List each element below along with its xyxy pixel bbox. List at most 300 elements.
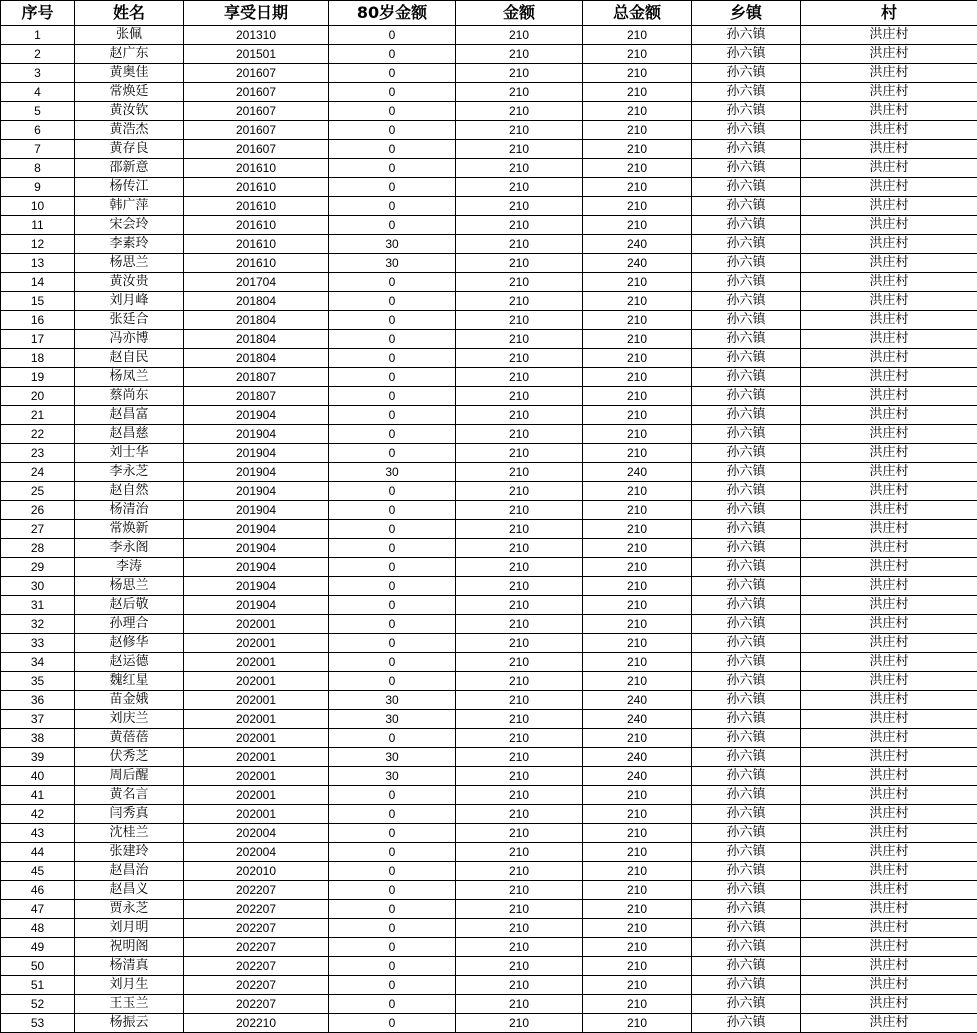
cell-index: 44: [1, 843, 75, 862]
cell-village: 洪庄村: [801, 653, 977, 672]
table-row: [1, 729, 977, 748]
table-row: [1, 919, 977, 938]
cell-total-amount: 210: [583, 178, 692, 197]
cell-age80-amount: 0: [329, 919, 456, 938]
cell-township: 孙六镇: [692, 710, 801, 729]
cell-township: 孙六镇: [692, 178, 801, 197]
cell-total-amount: 210: [583, 672, 692, 691]
cell-total-amount: 210: [583, 995, 692, 1014]
cell-name: 邵新意: [75, 159, 184, 178]
cell-age80-amount: 0: [329, 311, 456, 330]
cell-index: 41: [1, 786, 75, 805]
cell-village: 洪庄村: [801, 786, 977, 805]
cell-index: 27: [1, 520, 75, 539]
cell-start-date: 201904: [184, 482, 329, 501]
cell-amount: 210: [456, 824, 583, 843]
cell-township: 孙六镇: [692, 64, 801, 83]
cell-total-amount: 210: [583, 330, 692, 349]
cell-total-amount: 210: [583, 976, 692, 995]
cell-start-date: 202207: [184, 900, 329, 919]
cell-start-date: 202207: [184, 976, 329, 995]
cell-start-date: 201607: [184, 64, 329, 83]
cell-age80-amount: 0: [329, 387, 456, 406]
cell-village: 洪庄村: [801, 26, 977, 45]
cell-village: 洪庄村: [801, 83, 977, 102]
cell-amount: 210: [456, 425, 583, 444]
table-row: [1, 45, 977, 64]
cell-age80-amount: 0: [329, 292, 456, 311]
cell-amount: 210: [456, 387, 583, 406]
table-row: [1, 349, 977, 368]
cell-name: 刘庆兰: [75, 710, 184, 729]
cell-start-date: 202001: [184, 767, 329, 786]
cell-start-date: 202004: [184, 843, 329, 862]
cell-age80-amount: 0: [329, 900, 456, 919]
cell-index: 15: [1, 292, 75, 311]
cell-name: 黄奥佳: [75, 64, 184, 83]
table-row: [1, 767, 977, 786]
cell-total-amount: 210: [583, 121, 692, 140]
cell-township: 孙六镇: [692, 615, 801, 634]
cell-township: 孙六镇: [692, 577, 801, 596]
cell-start-date: 202001: [184, 691, 329, 710]
cell-index: 30: [1, 577, 75, 596]
cell-township: 孙六镇: [692, 786, 801, 805]
cell-township: 孙六镇: [692, 691, 801, 710]
cell-village: 洪庄村: [801, 710, 977, 729]
cell-village: 洪庄村: [801, 216, 977, 235]
table-row: [1, 672, 977, 691]
cell-village: 洪庄村: [801, 615, 977, 634]
cell-total-amount: 240: [583, 748, 692, 767]
cell-village: 洪庄村: [801, 843, 977, 862]
cell-village: 洪庄村: [801, 1014, 977, 1033]
cell-amount: 210: [456, 710, 583, 729]
cell-amount: 210: [456, 140, 583, 159]
cell-village: 洪庄村: [801, 140, 977, 159]
cell-start-date: 201904: [184, 577, 329, 596]
table-row: [1, 444, 977, 463]
cell-village: 洪庄村: [801, 273, 977, 292]
cell-name: 赵昌富: [75, 406, 184, 425]
cell-amount: 210: [456, 539, 583, 558]
cell-village: 洪庄村: [801, 159, 977, 178]
cell-township: 孙六镇: [692, 672, 801, 691]
cell-start-date: 201610: [184, 178, 329, 197]
cell-township: 孙六镇: [692, 862, 801, 881]
table-row: [1, 748, 977, 767]
cell-village: 洪庄村: [801, 558, 977, 577]
cell-name: 黄汝钦: [75, 102, 184, 121]
cell-name: 祝明阁: [75, 938, 184, 957]
cell-index: 25: [1, 482, 75, 501]
cell-age80-amount: 30: [329, 691, 456, 710]
table-row: [1, 292, 977, 311]
cell-village: 洪庄村: [801, 862, 977, 881]
cell-village: 洪庄村: [801, 691, 977, 710]
cell-total-amount: 240: [583, 463, 692, 482]
cell-name: 黄名言: [75, 786, 184, 805]
cell-township: 孙六镇: [692, 444, 801, 463]
table-row: [1, 824, 977, 843]
cell-age80-amount: 0: [329, 349, 456, 368]
cell-start-date: 202001: [184, 710, 329, 729]
cell-amount: 210: [456, 634, 583, 653]
cell-start-date: 201904: [184, 539, 329, 558]
cell-age80-amount: 0: [329, 1014, 456, 1033]
cell-village: 洪庄村: [801, 919, 977, 938]
cell-index: 46: [1, 881, 75, 900]
cell-township: 孙六镇: [692, 216, 801, 235]
cell-start-date: 201904: [184, 463, 329, 482]
cell-age80-amount: 0: [329, 140, 456, 159]
cell-name: 伏秀芝: [75, 748, 184, 767]
cell-start-date: 202001: [184, 729, 329, 748]
cell-start-date: 201904: [184, 558, 329, 577]
table-header: [1, 1, 977, 26]
cell-age80-amount: 0: [329, 64, 456, 83]
cell-township: 孙六镇: [692, 102, 801, 121]
cell-name: 刘士华: [75, 444, 184, 463]
cell-start-date: 201610: [184, 197, 329, 216]
cell-start-date: 201904: [184, 501, 329, 520]
cell-start-date: 202207: [184, 995, 329, 1014]
cell-name: 杨思兰: [75, 254, 184, 273]
cell-amount: 210: [456, 349, 583, 368]
cell-name: 刘月明: [75, 919, 184, 938]
cell-index: 36: [1, 691, 75, 710]
table-row: [1, 938, 977, 957]
cell-name: 王玉兰: [75, 995, 184, 1014]
header-row: [1, 1, 977, 26]
cell-township: 孙六镇: [692, 463, 801, 482]
table-row: [1, 178, 977, 197]
cell-amount: 210: [456, 292, 583, 311]
cell-amount: 210: [456, 197, 583, 216]
cell-age80-amount: 0: [329, 976, 456, 995]
cell-age80-amount: 0: [329, 558, 456, 577]
cell-index: 37: [1, 710, 75, 729]
cell-total-amount: 240: [583, 710, 692, 729]
cell-start-date: 201804: [184, 330, 329, 349]
cell-village: 洪庄村: [801, 387, 977, 406]
cell-age80-amount: 0: [329, 330, 456, 349]
cell-township: 孙六镇: [692, 368, 801, 387]
table-row: [1, 862, 977, 881]
cell-amount: 210: [456, 121, 583, 140]
cell-index: 26: [1, 501, 75, 520]
cell-amount: 210: [456, 311, 583, 330]
cell-township: 孙六镇: [692, 425, 801, 444]
cell-amount: 210: [456, 178, 583, 197]
cell-township: 孙六镇: [692, 159, 801, 178]
cell-start-date: 201904: [184, 520, 329, 539]
cell-name: 刘月生: [75, 976, 184, 995]
cell-age80-amount: 0: [329, 520, 456, 539]
cell-village: 洪庄村: [801, 463, 977, 482]
cell-amount: 210: [456, 159, 583, 178]
cell-township: 孙六镇: [692, 83, 801, 102]
cell-village: 洪庄村: [801, 577, 977, 596]
cell-township: 孙六镇: [692, 653, 801, 672]
cell-township: 孙六镇: [692, 919, 801, 938]
cell-age80-amount: 0: [329, 805, 456, 824]
cell-index: 19: [1, 368, 75, 387]
cell-index: 35: [1, 672, 75, 691]
cell-index: 33: [1, 634, 75, 653]
cell-name: 赵昌慈: [75, 425, 184, 444]
cell-age80-amount: 0: [329, 577, 456, 596]
cell-age80-amount: 0: [329, 843, 456, 862]
cell-name: 杨振云: [75, 1014, 184, 1033]
cell-start-date: 201904: [184, 596, 329, 615]
cell-total-amount: 210: [583, 140, 692, 159]
cell-index: 50: [1, 957, 75, 976]
cell-name: 赵自然: [75, 482, 184, 501]
table-row: [1, 330, 977, 349]
table-row: [1, 64, 977, 83]
table-row: [1, 159, 977, 178]
table-row: [1, 995, 977, 1014]
cell-index: 47: [1, 900, 75, 919]
cell-age80-amount: 30: [329, 235, 456, 254]
cell-amount: 210: [456, 444, 583, 463]
cell-total-amount: 210: [583, 729, 692, 748]
column-header-village: 村: [801, 1, 977, 26]
cell-index: 40: [1, 767, 75, 786]
cell-index: 22: [1, 425, 75, 444]
cell-township: 孙六镇: [692, 292, 801, 311]
cell-age80-amount: 0: [329, 406, 456, 425]
cell-village: 洪庄村: [801, 672, 977, 691]
cell-start-date: 201804: [184, 349, 329, 368]
cell-village: 洪庄村: [801, 805, 977, 824]
cell-village: 洪庄村: [801, 824, 977, 843]
cell-start-date: 202001: [184, 615, 329, 634]
cell-amount: 210: [456, 843, 583, 862]
table-row: [1, 805, 977, 824]
cell-total-amount: 210: [583, 387, 692, 406]
cell-total-amount: 210: [583, 83, 692, 102]
cell-township: 孙六镇: [692, 1014, 801, 1033]
cell-village: 洪庄村: [801, 368, 977, 387]
cell-age80-amount: 0: [329, 957, 456, 976]
cell-name: 韩广萍: [75, 197, 184, 216]
cell-name: 张佩: [75, 26, 184, 45]
cell-township: 孙六镇: [692, 197, 801, 216]
cell-total-amount: 210: [583, 558, 692, 577]
cell-age80-amount: 30: [329, 748, 456, 767]
cell-village: 洪庄村: [801, 64, 977, 83]
cell-name: 杨清治: [75, 501, 184, 520]
cell-total-amount: 210: [583, 862, 692, 881]
cell-age80-amount: 0: [329, 672, 456, 691]
cell-age80-amount: 0: [329, 881, 456, 900]
cell-index: 13: [1, 254, 75, 273]
cell-total-amount: 210: [583, 159, 692, 178]
cell-township: 孙六镇: [692, 596, 801, 615]
cell-start-date: 201904: [184, 406, 329, 425]
cell-village: 洪庄村: [801, 349, 977, 368]
cell-total-amount: 210: [583, 843, 692, 862]
table-row: [1, 843, 977, 862]
cell-village: 洪庄村: [801, 197, 977, 216]
cell-index: 42: [1, 805, 75, 824]
table-row: [1, 83, 977, 102]
column-header-start-date: 享受日期: [184, 1, 329, 26]
table-row: [1, 482, 977, 501]
column-header-name: 姓名: [75, 1, 184, 26]
cell-index: 43: [1, 824, 75, 843]
cell-age80-amount: 0: [329, 197, 456, 216]
cell-amount: 210: [456, 368, 583, 387]
table-row: [1, 957, 977, 976]
cell-index: 39: [1, 748, 75, 767]
cell-name: 常焕廷: [75, 83, 184, 102]
cell-start-date: 201607: [184, 102, 329, 121]
cell-start-date: 201804: [184, 311, 329, 330]
table-row: [1, 710, 977, 729]
table-row: [1, 577, 977, 596]
cell-start-date: 201607: [184, 121, 329, 140]
cell-age80-amount: 0: [329, 786, 456, 805]
cell-village: 洪庄村: [801, 938, 977, 957]
cell-age80-amount: 0: [329, 216, 456, 235]
cell-amount: 210: [456, 330, 583, 349]
cell-amount: 210: [456, 235, 583, 254]
cell-start-date: 202207: [184, 919, 329, 938]
cell-total-amount: 210: [583, 520, 692, 539]
cell-index: 4: [1, 83, 75, 102]
cell-amount: 210: [456, 615, 583, 634]
cell-index: 12: [1, 235, 75, 254]
cell-age80-amount: 30: [329, 463, 456, 482]
cell-total-amount: 210: [583, 938, 692, 957]
cell-age80-amount: 0: [329, 178, 456, 197]
cell-index: 7: [1, 140, 75, 159]
cell-township: 孙六镇: [692, 824, 801, 843]
cell-village: 洪庄村: [801, 881, 977, 900]
table-row: [1, 634, 977, 653]
cell-amount: 210: [456, 805, 583, 824]
cell-amount: 210: [456, 577, 583, 596]
cell-total-amount: 210: [583, 273, 692, 292]
cell-total-amount: 210: [583, 425, 692, 444]
cell-township: 孙六镇: [692, 387, 801, 406]
cell-amount: 210: [456, 691, 583, 710]
cell-name: 苗金娥: [75, 691, 184, 710]
cell-village: 洪庄村: [801, 425, 977, 444]
table-row: [1, 235, 977, 254]
cell-name: 赵修华: [75, 634, 184, 653]
table-row: [1, 976, 977, 995]
cell-amount: 210: [456, 64, 583, 83]
cell-age80-amount: 0: [329, 83, 456, 102]
cell-village: 洪庄村: [801, 330, 977, 349]
cell-total-amount: 210: [583, 482, 692, 501]
cell-township: 孙六镇: [692, 482, 801, 501]
cell-village: 洪庄村: [801, 311, 977, 330]
cell-age80-amount: 30: [329, 767, 456, 786]
cell-age80-amount: 0: [329, 596, 456, 615]
cell-amount: 210: [456, 976, 583, 995]
cell-index: 51: [1, 976, 75, 995]
table-row: [1, 558, 977, 577]
cell-index: 23: [1, 444, 75, 463]
cell-index: 38: [1, 729, 75, 748]
cell-total-amount: 210: [583, 805, 692, 824]
cell-township: 孙六镇: [692, 767, 801, 786]
column-header-total-amount: 总金额: [583, 1, 692, 26]
cell-village: 洪庄村: [801, 178, 977, 197]
cell-age80-amount: 0: [329, 729, 456, 748]
cell-index: 29: [1, 558, 75, 577]
cell-age80-amount: 0: [329, 121, 456, 140]
cell-start-date: 201607: [184, 140, 329, 159]
cell-village: 洪庄村: [801, 406, 977, 425]
cell-village: 洪庄村: [801, 292, 977, 311]
cell-index: 5: [1, 102, 75, 121]
cell-start-date: 202010: [184, 862, 329, 881]
cell-total-amount: 210: [583, 957, 692, 976]
cell-name: 李素玲: [75, 235, 184, 254]
cell-total-amount: 210: [583, 216, 692, 235]
cell-index: 32: [1, 615, 75, 634]
cell-start-date: 202207: [184, 881, 329, 900]
cell-start-date: 202001: [184, 748, 329, 767]
cell-amount: 210: [456, 216, 583, 235]
cell-name: 刘月峰: [75, 292, 184, 311]
cell-village: 洪庄村: [801, 520, 977, 539]
cell-index: 6: [1, 121, 75, 140]
cell-village: 洪庄村: [801, 444, 977, 463]
cell-start-date: 201607: [184, 83, 329, 102]
cell-name: 赵昌治: [75, 862, 184, 881]
table-row: [1, 539, 977, 558]
cell-age80-amount: 0: [329, 425, 456, 444]
cell-age80-amount: 0: [329, 824, 456, 843]
cell-total-amount: 210: [583, 444, 692, 463]
cell-township: 孙六镇: [692, 311, 801, 330]
cell-township: 孙六镇: [692, 45, 801, 64]
table-row: [1, 900, 977, 919]
cell-age80-amount: 0: [329, 159, 456, 178]
cell-name: 魏红星: [75, 672, 184, 691]
cell-amount: 210: [456, 102, 583, 121]
cell-township: 孙六镇: [692, 121, 801, 140]
table-row: [1, 311, 977, 330]
cell-index: 17: [1, 330, 75, 349]
cell-village: 洪庄村: [801, 596, 977, 615]
cell-township: 孙六镇: [692, 729, 801, 748]
cell-amount: 210: [456, 748, 583, 767]
cell-start-date: 201610: [184, 216, 329, 235]
cell-total-amount: 210: [583, 1014, 692, 1033]
cell-amount: 210: [456, 501, 583, 520]
cell-amount: 210: [456, 596, 583, 615]
table-row: [1, 881, 977, 900]
cell-amount: 210: [456, 919, 583, 938]
cell-total-amount: 210: [583, 197, 692, 216]
cell-index: 11: [1, 216, 75, 235]
table-row: [1, 463, 977, 482]
cell-amount: 210: [456, 558, 583, 577]
cell-age80-amount: 0: [329, 501, 456, 520]
table-row: [1, 216, 977, 235]
cell-index: 10: [1, 197, 75, 216]
cell-village: 洪庄村: [801, 482, 977, 501]
cell-index: 45: [1, 862, 75, 881]
